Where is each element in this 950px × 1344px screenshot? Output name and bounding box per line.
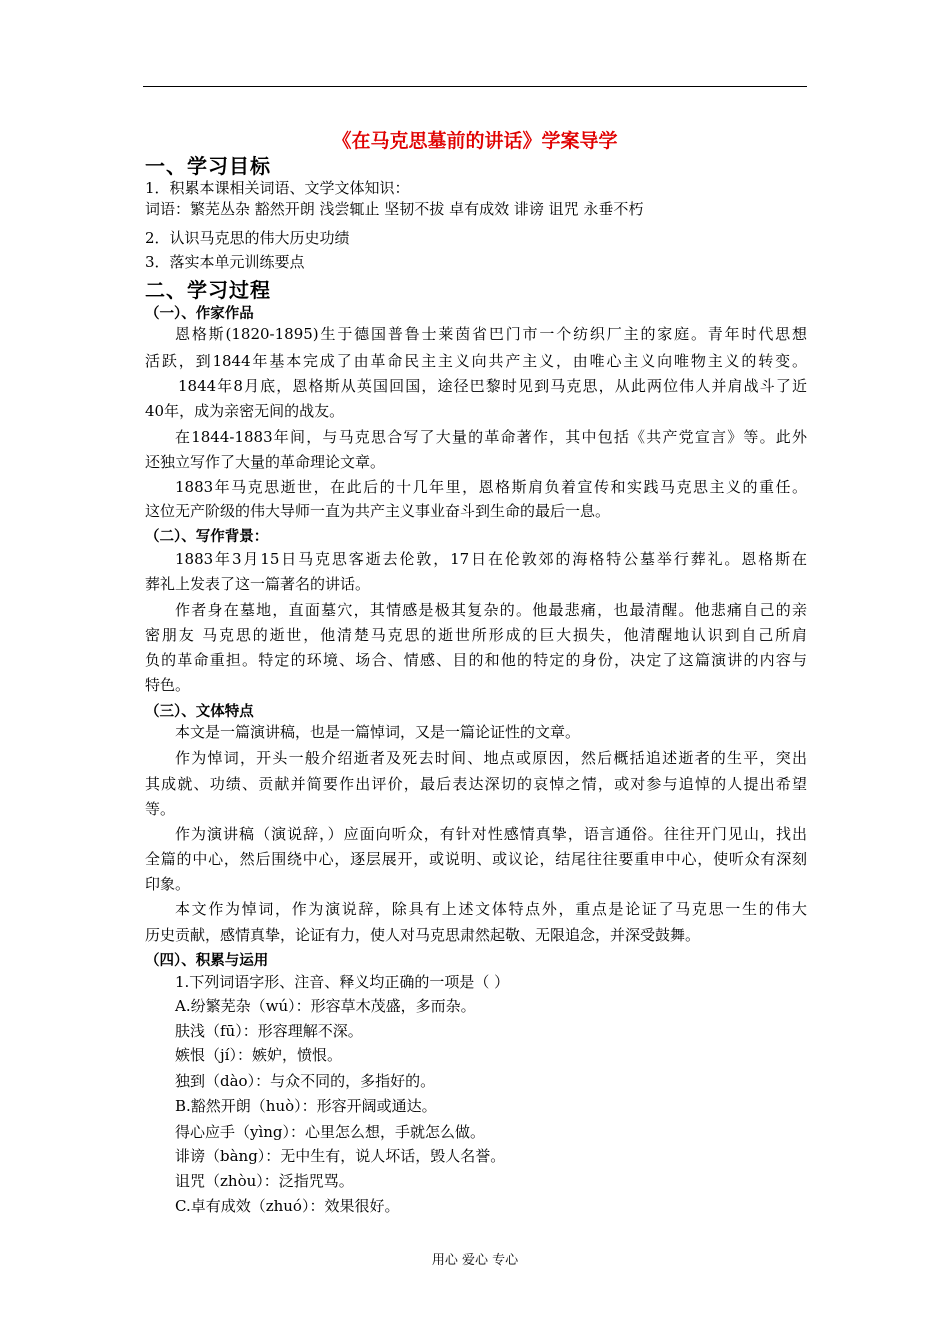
paragraph-line: 全篇的中心，然后围绕中心，逐层展开，或说明、或议论，结尾往往要重申中心，使听众有深刻 <box>145 850 807 868</box>
subsection-heading-author: （一）、作家作品 <box>145 306 254 322</box>
option-line: A.纷繁芜杂（wú）：形容草木茂盛，多而杂。 <box>175 997 476 1015</box>
option-line: 诅咒（zhòu）：泛指咒骂。 <box>175 1172 354 1190</box>
paragraph-line: 还独立写作了大量的革命理论文章。 <box>145 453 386 471</box>
goal-item: 2．认识马克思的伟大历史功绩 <box>145 229 350 247</box>
paragraph-line: 历史贡献，感情真挚，论证有力，使人对马克思肃然起敬、无限追念，并深受鼓舞。 <box>145 926 701 944</box>
subsection-heading-background: （二）、写作背景： <box>145 529 269 545</box>
paragraph-line: 负的革命重担。特定的环境、场合、情感、目的和他的特定的身份，决定了这篇演讲的内容与 <box>145 651 807 669</box>
paragraph-line: 特色。 <box>145 676 191 694</box>
section-heading-process: 二、学习过程 <box>145 278 271 302</box>
paragraph-line: 1883年3月15日马克思客逝去伦敦，17日在伦敦郊的海格特公墓举行葬礼。恩格斯在 <box>175 550 807 568</box>
paragraph-line: 在1844-1883年间，与马克思合写了大量的革命著作，其中包括《共产党宣言》等。此外 <box>175 428 807 446</box>
document-title: 《在马克思墓前的讲话》学案导学 <box>332 130 618 152</box>
goal-item: 3．落实本单元训练要点 <box>145 253 305 271</box>
subsection-heading-style: （三）、文体特点 <box>145 704 254 720</box>
page-footer: 用心 爱心 专心 <box>431 1253 519 1268</box>
header-rule <box>143 86 807 87</box>
paragraph-line: 40年，成为亲密无间的战友。 <box>145 402 345 420</box>
paragraph-line: 这位无产阶级的伟大导师一直为共产主义事业奋斗到生命的最后一息。 <box>145 502 611 520</box>
paragraph-line: 印象。 <box>145 875 191 893</box>
goal-vocab: 词语：繁芜丛杂 豁然开朗 浅尝辄止 坚韧不拔 卓有成效 诽谤 诅咒 永垂不朽 <box>145 200 644 218</box>
paragraph-line: 作为演讲稿（演说辞，）应面向听众，有针对性感情真挚，语言通俗。往往开门见山，找出 <box>175 825 807 843</box>
option-line: B.豁然开朗（huò）：形容开阔或通达。 <box>175 1097 437 1115</box>
option-line: 得心应手（yìng）：心里怎么想，手就怎么做。 <box>175 1123 486 1141</box>
paragraph-line: 作者身在墓地，直面墓穴，其情感是极其复杂的。他最悲痛，也最清醒。他悲痛自己的亲 <box>175 601 807 619</box>
option-line: 诽谤（bàng）：无中生有，说人坏话，毁人名誉。 <box>175 1147 506 1165</box>
option-line: C.卓有成效（zhuó）：效果很好。 <box>175 1197 400 1215</box>
paragraph-line: 密朋友 马克思的逝世，他清楚马克思的逝世所形成的巨大损失，他清醒地认识到自己所肩 <box>145 626 807 644</box>
paragraph-line: 等。 <box>145 800 176 818</box>
option-line: 嫉恨（jí）：嫉妒，愤恨。 <box>175 1046 342 1064</box>
question-stem: 1.下列词语字形、注音、释义均正确的一项是（ ） <box>175 973 510 991</box>
paragraph-line: 其成就、功绩、贡献并简要作出评价，最后表达深切的哀悼之情，或对参与追悼的人提出希望 <box>145 775 807 793</box>
paragraph-line: 葬礼上发表了这一篇著名的讲话。 <box>145 575 371 593</box>
paragraph-line: 1844年8月底，恩格斯从英国回国，途径巴黎时见到马克思，从此两位伟人并肩战斗了近 <box>178 377 807 395</box>
paragraph-line: 作为悼词，开头一般介绍逝者及死去时间、地点或原因，然后概括追述逝者的生平，突出 <box>175 749 807 767</box>
goal-item: 1．积累本课相关词语、文学文体知识： <box>145 179 410 197</box>
subsection-heading-exercise: （四）、积累与运用 <box>145 953 269 969</box>
paragraph-line: 1883年马克思逝世，在此后的十几年里，恩格斯肩负着宣传和实践马克思主义的重任。 <box>175 478 807 496</box>
paragraph-line: 本文作为悼词，作为演说辞，除具有上述文体特点外，重点是论证了马克思一生的伟大 <box>175 900 807 918</box>
paragraph-line: 本文是一篇演讲稿，也是一篇悼词，又是一篇论证性的文章。 <box>175 723 581 741</box>
section-heading-goals: 一、学习目标 <box>145 154 271 178</box>
option-line: 独到（dào）：与众不同的，多指好的。 <box>175 1072 436 1090</box>
paragraph-line: 活跃，到1844年基本完成了由革命民主主义向共产主义，由唯心主义向唯物主义的转变。 <box>145 352 807 370</box>
option-line: 肤浅（fū）：形容理解不深。 <box>175 1022 363 1040</box>
paragraph-line: 恩格斯(1820-1895)生于德国普鲁士莱茵省巴门市一个纺织厂主的家庭。青年时代思想 <box>175 325 807 343</box>
